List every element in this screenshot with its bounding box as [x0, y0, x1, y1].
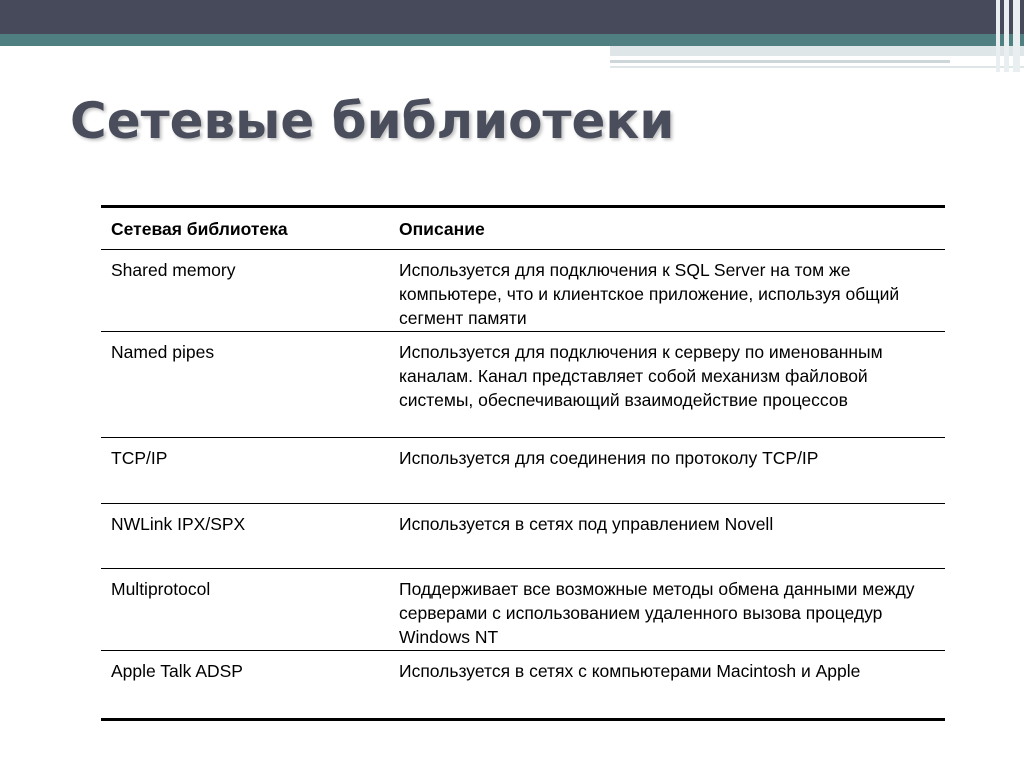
- column-header-library: Сетевая библиотека: [111, 219, 288, 239]
- library-name: Named pipes: [111, 342, 215, 362]
- network-libraries-table: [101, 205, 945, 721]
- header-decor-bar: [1013, 0, 1020, 72]
- table-row: [101, 651, 945, 718]
- library-name: Shared memory: [111, 260, 236, 280]
- header-decor-line: [610, 60, 950, 63]
- table-header-row: [101, 208, 945, 250]
- table-row: [101, 438, 945, 504]
- header-band-teal: [0, 34, 1024, 46]
- table-row: [101, 569, 945, 651]
- header-band-dark: [0, 0, 1024, 34]
- library-description: Используется для подключения к серверу по именованным каналам. Канал представляет собой механизм файловой системы, обеспечивающий взаимодействие процессов: [399, 342, 883, 410]
- library-name: TCP/IP: [111, 448, 168, 468]
- table-row: [101, 504, 945, 569]
- column-header-description: Описание: [399, 219, 485, 239]
- header-decor-bar: [996, 0, 1000, 72]
- slide-title: Сетевые библиотеки: [70, 92, 675, 150]
- library-name: Apple Talk ADSP: [111, 661, 243, 681]
- library-description: Используется для соединения по протоколу TCP/IP: [399, 448, 819, 468]
- table-row: [101, 250, 945, 332]
- library-name: NWLink IPX/SPX: [111, 514, 246, 534]
- library-description: Используется в сетях под управлением Novell: [399, 514, 774, 534]
- library-description: Поддерживает все возможные методы обмена данными между серверами с использованием удаленного вызова процедур Windows NT: [399, 579, 915, 647]
- library-description: Используется в сетях с компьютерами Macintosh и Apple: [399, 661, 861, 681]
- header-decor-bar: [1004, 0, 1009, 72]
- table-row: [101, 332, 945, 438]
- header-band-light: [610, 46, 1024, 56]
- header-decor-line: [610, 66, 1024, 68]
- library-description: Используется для подключения к SQL Server на том же компьютере, что и клиентское приложение, используя общий сегмент памяти: [399, 260, 900, 328]
- library-name: Multiprotocol: [111, 579, 211, 599]
